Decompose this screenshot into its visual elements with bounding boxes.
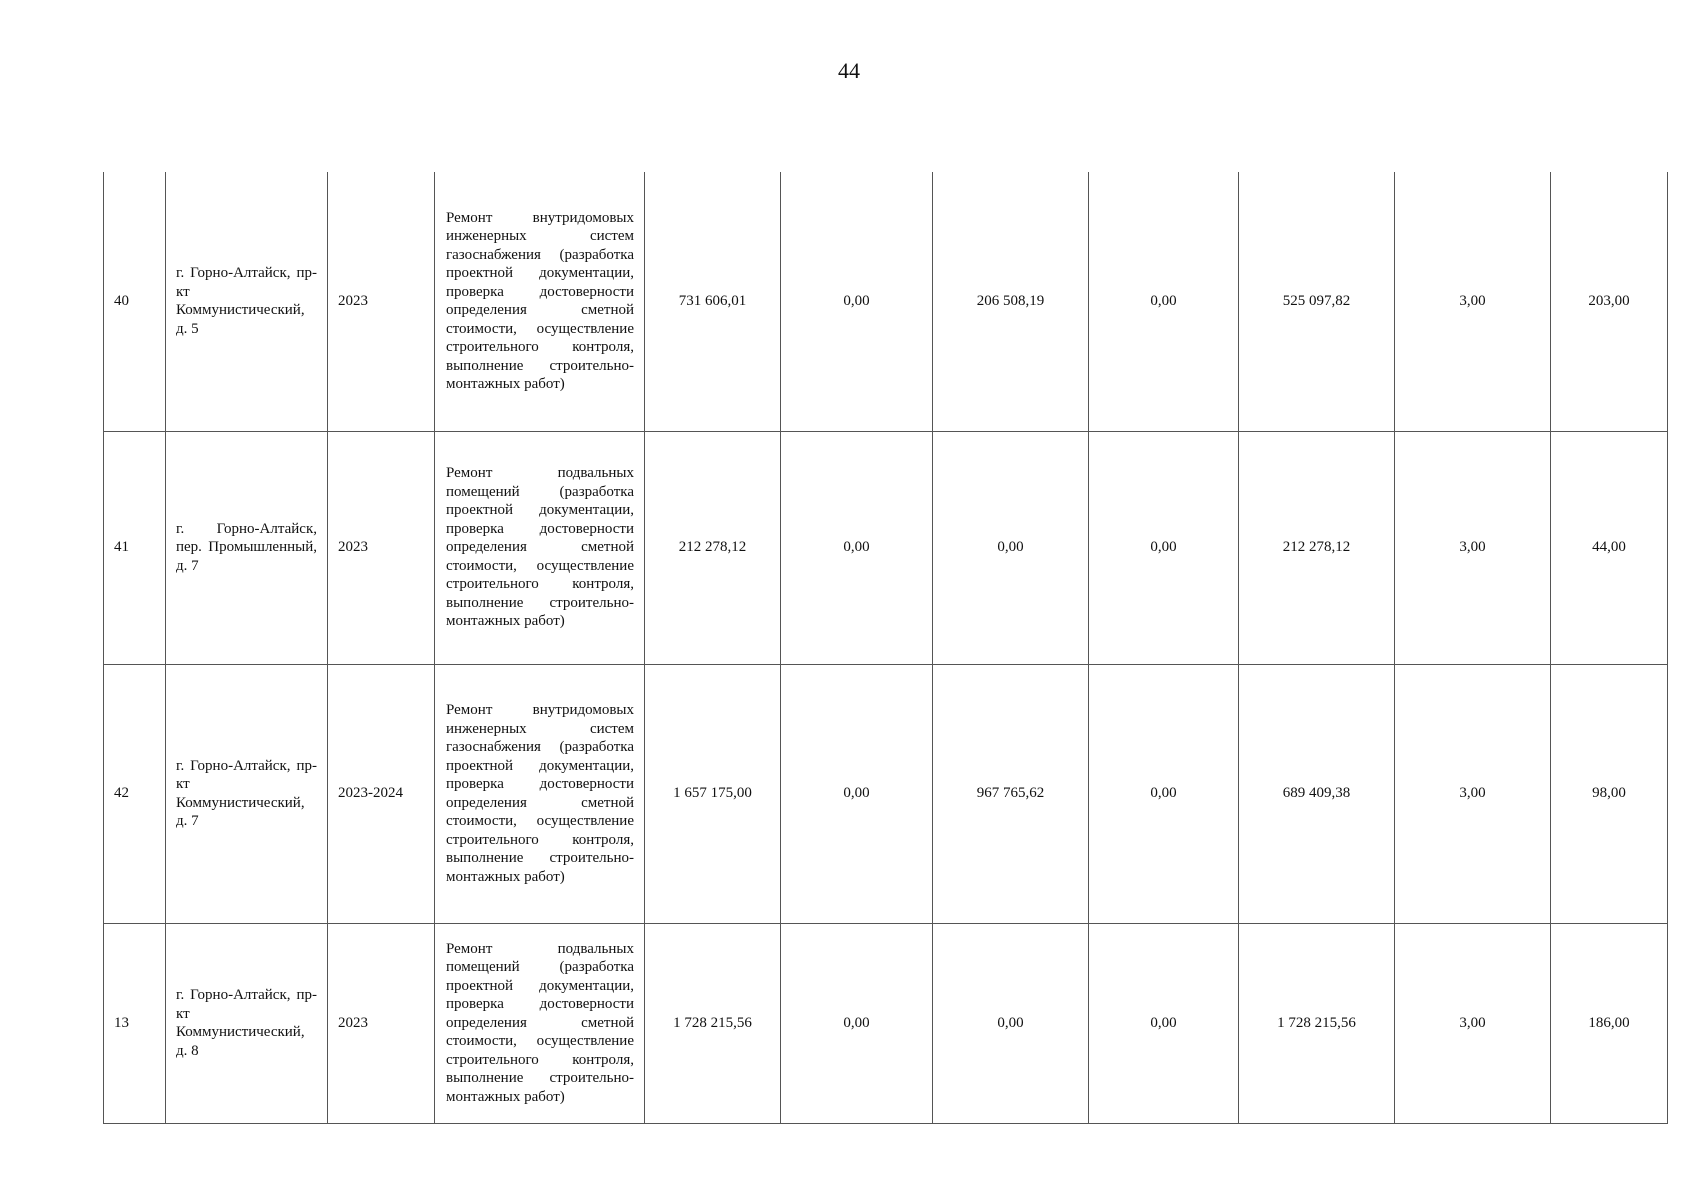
amount-cell: 0,00	[1089, 172, 1239, 431]
work-description-cell: Ремонт подвальных помещений (разработка проектной документации, проверка достоверности определения сметной стоимости, осуществление строительного контроля, выполнение строительно-монтажных работ)	[435, 431, 645, 664]
amount-cell: 0,00	[781, 431, 933, 664]
table-row	[104, 172, 1668, 431]
row-number: 41	[104, 431, 166, 664]
address-cell: г. Горно-Алтайск, пер. Промышленный, д. 7	[166, 431, 328, 664]
value-cell: 3,00	[1395, 431, 1551, 664]
page-number: 44	[838, 58, 860, 83]
table-row	[104, 431, 1668, 664]
address-cell: г. Горно-Алтайск, пр-кт Коммунистический, д. 5	[166, 172, 328, 431]
value-cell: 186,00	[1551, 923, 1668, 1123]
amount-cell: 0,00	[1089, 431, 1239, 664]
amount-cell: 967 765,62	[933, 664, 1089, 923]
address-cell: г. Горно-Алтайск, пр-кт Коммунистический, д. 8	[166, 923, 328, 1123]
total-cost-cell: 212 278,12	[645, 431, 781, 664]
amount-cell: 0,00	[933, 923, 1089, 1123]
works-table	[103, 172, 1668, 1124]
period-cell: 2023	[328, 431, 435, 664]
period-cell: 2023-2024	[328, 664, 435, 923]
address-cell: г. Горно-Алтайск, пр-кт Коммунистический, д. 7	[166, 664, 328, 923]
total-cost-cell: 731 606,01	[645, 172, 781, 431]
amount-cell: 0,00	[933, 431, 1089, 664]
amount-cell: 525 097,82	[1239, 172, 1395, 431]
amount-cell: 0,00	[1089, 923, 1239, 1123]
amount-cell: 0,00	[1089, 664, 1239, 923]
table-row	[104, 664, 1668, 923]
value-cell: 98,00	[1551, 664, 1668, 923]
work-description-cell: Ремонт внутридомовых инженерных систем газоснабжения (разработка проектной документации, проверка достоверности определения сметной стоимости, осуществление строительного контроля, выполнение строительно-монтажных работ)	[435, 172, 645, 431]
table-row	[104, 923, 1668, 1123]
value-cell: 3,00	[1395, 172, 1551, 431]
value-cell: 3,00	[1395, 664, 1551, 923]
amount-cell: 1 728 215,56	[1239, 923, 1395, 1123]
value-cell: 3,00	[1395, 923, 1551, 1123]
period-cell: 2023	[328, 923, 435, 1123]
amount-cell: 0,00	[781, 664, 933, 923]
amount-cell: 0,00	[781, 172, 933, 431]
value-cell: 44,00	[1551, 431, 1668, 664]
value-cell: 203,00	[1551, 172, 1668, 431]
amount-cell: 689 409,38	[1239, 664, 1395, 923]
period-cell: 2023	[328, 172, 435, 431]
work-description-cell: Ремонт внутридомовых инженерных систем газоснабжения (разработка проектной документации, проверка достоверности определения сметной стоимости, осуществление строительного контроля, выполнение строительно-монтажных работ)	[435, 664, 645, 923]
total-cost-cell: 1 728 215,56	[645, 923, 781, 1123]
amount-cell: 0,00	[781, 923, 933, 1123]
amount-cell: 206 508,19	[933, 172, 1089, 431]
row-number: 42	[104, 664, 166, 923]
work-description-cell: Ремонт подвальных помещений (разработка проектной документации, проверка достоверности определения сметной стоимости, осуществление строительного контроля, выполнение строительно-монтажных работ)	[435, 923, 645, 1123]
amount-cell: 212 278,12	[1239, 431, 1395, 664]
row-number: 13	[104, 923, 166, 1123]
total-cost-cell: 1 657 175,00	[645, 664, 781, 923]
row-number: 40	[104, 172, 166, 431]
